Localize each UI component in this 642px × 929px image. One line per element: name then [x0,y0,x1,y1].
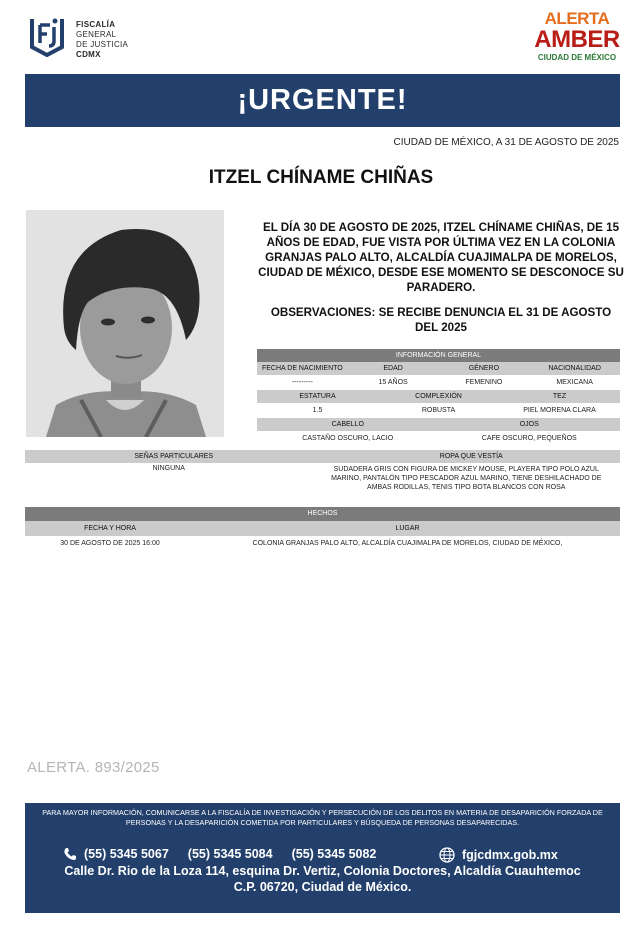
value-place: COLONIA GRANJAS PALO ALTO, ALCALDÍA CUAJIMALPA DE MORELOS, CIUDAD DE MÉXICO, [252,540,563,547]
urgent-banner: ¡URGENTE! [25,74,620,127]
value-birth: --------- [291,379,313,386]
footer-web [439,847,558,863]
header-hair: CABELLO [331,421,364,428]
value-marks: NINGUNA [152,465,185,472]
header-eyes: OJOS [519,421,539,428]
phone-1[interactable]: (55) 5345 5067 [84,847,169,861]
amber-alert-logo [532,10,622,72]
marks-value-row [25,463,620,499]
general-info-value-row-2 [257,403,620,418]
header-build: COMPLEXIÓN [415,393,462,400]
fgj-line1: FISCALÍA [76,20,116,29]
general-info-table [257,349,620,446]
fgj-line3: DE JUSTICIA [76,40,129,49]
header-clothes: ROPA QUE VESTÍA [439,453,503,460]
general-info-title-row [257,349,620,362]
amber-line2: AMBER [534,26,620,53]
address-line1: Calle Dr. Rio de la Loza 114, esquina Dr. Vertiz, Colonia Doctores, Alcaldía Cuauhtemoc [64,864,581,878]
general-info-value-row-1 [257,375,620,390]
alert-number: ALERTA. 893/2025 [27,759,160,776]
phone-icon [63,847,77,861]
general-info-header-row-2 [257,390,620,403]
value-datetime: 30 DE AGOSTO DE 2025 16:00 [60,540,160,547]
value-clothes: SUDADERA GRIS CON FIGURA DE MICKEY MOUSE, PLAYERA TIPO POLO AZUL MARINO, PANTALÓN TIPO PESCADOR AZUL MARINO, TIENE DESHILACHADO DE AMBAS RODILLAS, TENIS TIPO BOTA BLANCOS CON ROSA [331,466,602,491]
header-nationality: NACIONALIDAD [548,365,601,372]
website-link[interactable]: fgjcdmx.gob.mx [462,848,558,862]
facts-header-row [25,521,620,536]
amber-line3: CIUDAD DE MÉXICO [537,53,617,62]
header-birth: FECHA DE NACIMIENTO [261,365,343,372]
header-gender: GÉNERO [468,365,500,372]
value-skin: PIEL MORENA CLARA [523,407,596,414]
general-info-header-row-1 [257,362,620,375]
value-eyes: CAFE OSCURO, PEQUEÑOS [481,435,577,442]
value-nationality: MEXICANA [556,379,593,386]
header-skin: TEZ [552,393,567,400]
facts-table [25,507,620,551]
general-info-value-row-3 [257,431,620,446]
value-age: 15 AÑOS [378,379,408,386]
address-line2: C.P. 06720, Ciudad de México. [233,880,412,894]
case-description: EL DÍA 30 DE AGOSTO DE 2025, ITZEL CHÍNAME CHIÑAS, DE 15 AÑOS DE EDAD, FUE VISTA POR ÚLTIMA VEZ EN LA COLONIA GRANJAS PALO ALTO, ALCALDÍA CUAJIMALPA DE MORELOS, CIUDAD DE MÉXICO, DESDE ESE MOMENTO SE DESCONOCE SU PARADERO. [258,221,624,294]
header-age: EDAD [383,365,403,372]
value-height: 1.5 [312,407,323,414]
city-date: CIUDAD DE MÉXICO, A 31 DE AGOSTO DE 2025 [393,137,619,148]
amber-line1: ALERTA [544,9,610,28]
fgj-text [76,20,128,60]
header-height: ESTATURA [299,393,336,400]
header-place: LUGAR [395,525,420,532]
facts-title: HECHOS [307,510,338,517]
person-photo-icon [26,210,224,437]
observations: OBSERVACIONES: SE RECIBE DENUNCIA EL 31 DE AGOSTO DEL 2025 [270,306,612,334]
value-gender: FEMENINO [465,379,503,386]
facts-value-row [25,536,620,551]
header-datetime: FECHA Y HORA [84,525,136,532]
footer-phones [63,847,395,861]
header [0,0,642,74]
person-name: ITZEL CHÍNAME CHIÑAS [208,167,434,188]
fgj-logo-icon [24,13,70,59]
fgj-line4: CDMX [76,50,101,59]
person-photo [26,210,224,437]
fgj-line2: GENERAL [76,30,117,39]
phone-2[interactable]: (55) 5345 5084 [187,847,273,861]
footer-info: PARA MAYOR INFORMACIÓN, COMUNICARSE A LA FISCALÍA DE INVESTIGACIÓN Y PERSECUCIÓN DE LOS DELITOS EN MATERIA DE DESAPARICIÓN FORZADA DE PERSONAS Y LA DESAPARICIÓN COMETIDA POR PARTICULARES Y BÚSQUEDA DE PERSONAS DESAPARECIDAS. [42,808,603,827]
header-marks: SEÑAS PARTICULARES [134,453,214,460]
value-build: ROBUSTA [421,407,456,414]
general-info-header-row-3 [257,418,620,431]
marks-table [25,450,620,499]
marks-header-row [25,450,620,463]
value-hair: CASTAÑO OSCURO, LACIO [302,435,394,442]
general-info-title: INFORMACIÓN GENERAL [395,352,482,359]
footer-address [25,863,620,895]
footer [25,803,620,913]
phone-3[interactable]: (55) 5345 5082 [291,847,377,861]
facts-title-row [25,507,620,521]
globe-icon [439,847,455,863]
